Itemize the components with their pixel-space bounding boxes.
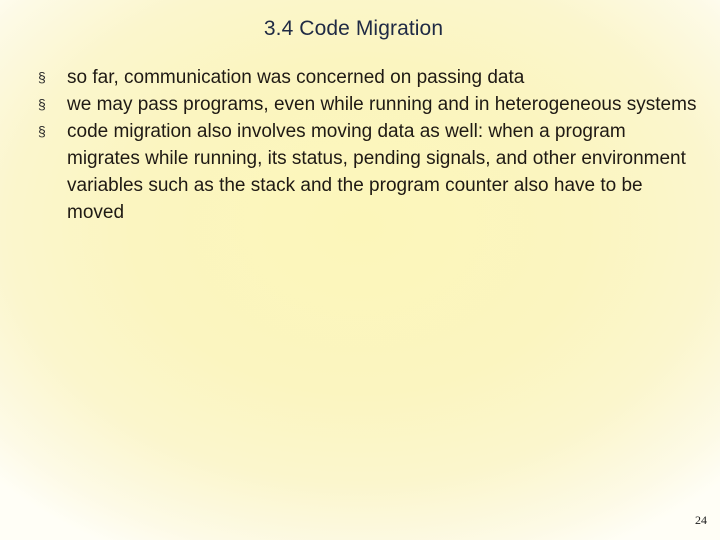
bullet-text: so far, communication was concerned on passing data (67, 67, 525, 88)
bullet-list (38, 64, 698, 226)
bullet-item (38, 64, 698, 91)
square-bullet-icon: § (38, 69, 46, 85)
bullet-item (38, 118, 698, 226)
bullet-text: we may pass programs, even while running and in heterogeneous systems (67, 94, 697, 115)
bullet-text: code migration also involves moving data as well: when a program migrates while running, its status, pending signals, and other environment variables such as the stack and the program counter also have to be moved (67, 121, 686, 223)
page-number: 24 (695, 513, 707, 527)
slide-title: 3.4 Code Migration (263, 17, 444, 40)
square-bullet-icon: § (38, 123, 46, 139)
square-bullet-icon: § (38, 96, 46, 112)
bullet-item (38, 91, 698, 118)
